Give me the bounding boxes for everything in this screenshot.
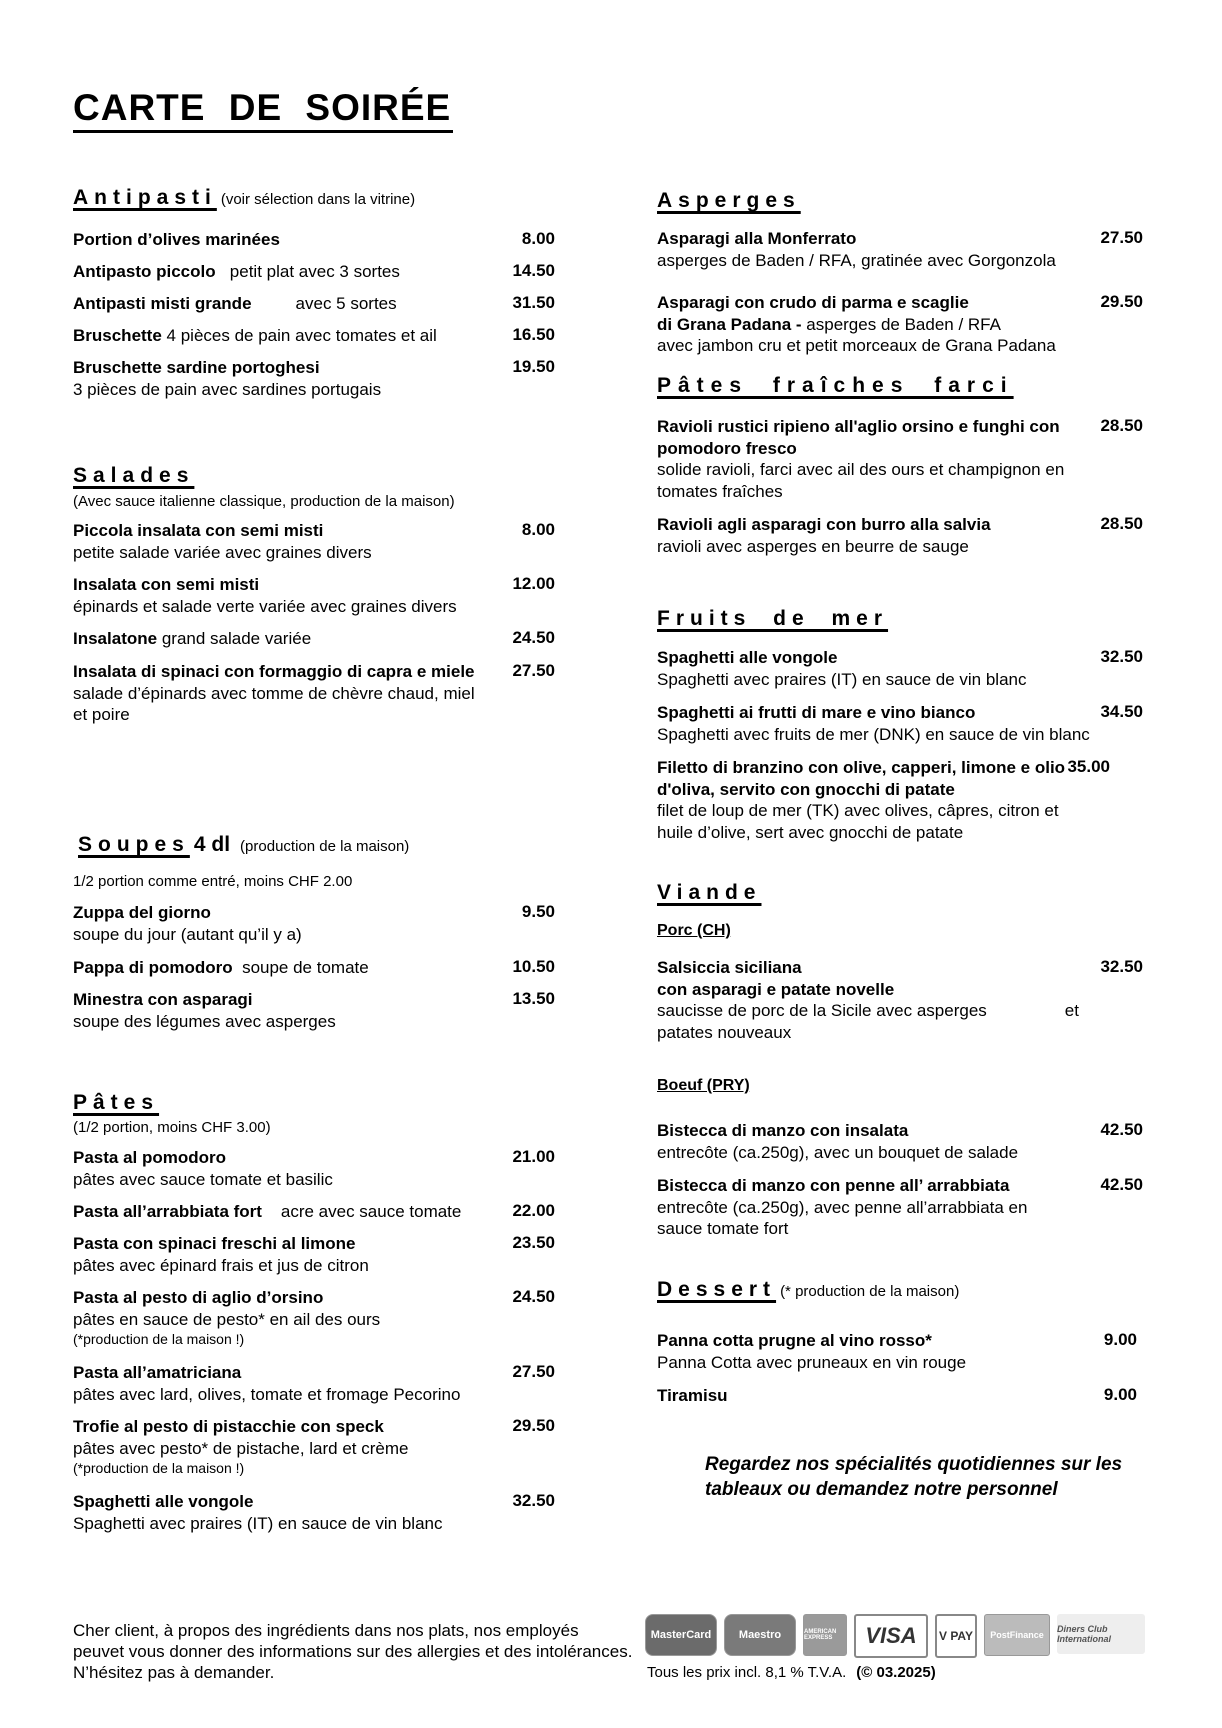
section-heading: Asperges — [657, 189, 801, 212]
item-price: 35.00 — [1067, 757, 1110, 776]
menu-item: Asparagi alla Monferrato asperges de Baden / RFA, gratinée avec Gorgonzola — [657, 229, 1056, 270]
menu-item: Bruschette sardine portoghesi 3 pièces de pain avec sardines portugais — [73, 358, 382, 399]
menu-item: Ravioli rustici ripieno all'aglio orsino e funghi con pomodoro fresco solide ravioli, farci avec ail des ours et champignon en tomates fraîches — [657, 417, 1065, 501]
amex-logo: AMERICAN EXPRESS — [803, 1614, 847, 1656]
item-price: 27.50 — [512, 661, 555, 680]
page-title: CARTE DE SOIRÉE — [73, 86, 453, 133]
menu-item: Bruschette 4 pièces de pain avec tomates et ail — [73, 326, 437, 345]
item-price: 9.00 — [1103, 1385, 1137, 1404]
item-price: 28.50 — [1100, 416, 1143, 435]
item-price: 32.50 — [1100, 957, 1143, 976]
payment-cards — [645, 1614, 1145, 1658]
menu-item: Minestra con asparagi soupe des légumes avec asperges — [73, 990, 336, 1031]
section-viande — [657, 881, 761, 905]
item-price: 31.50 — [512, 293, 555, 312]
section-heading: Salades — [73, 464, 195, 487]
item-price: 9.00 — [1103, 1330, 1137, 1349]
item-price: 21.00 — [512, 1147, 555, 1166]
maestro-logo: Maestro — [724, 1614, 796, 1656]
subsection-porc: Porc (CH) — [657, 922, 731, 939]
menu-item: Spaghetti alle vongole Spaghetti avec praires (IT) en sauce de vin blanc — [657, 648, 1027, 689]
item-price: 34.50 — [1100, 702, 1143, 721]
menu-item: Insalata con semi misti épinards et salade verte variée avec graines divers — [73, 575, 457, 616]
allergy-notice: Cher client, à propos des ingrédients dans nos plats, nos employés peuvet vous donner des informations sur des allergies et des intolérances. N’hésitez pas à demander. — [73, 1621, 633, 1682]
menu-item: Bistecca di manzo con penne all’ arrabbiata entrecôte (ca.250g), avec penne all’arrabbiata en sauce tomate fort — [657, 1176, 1028, 1238]
menu-item: Antipasto piccolo petit plat avec 3 sortes — [73, 262, 400, 281]
menu-item: Pappa di pomodoro soupe de tomate — [73, 958, 369, 977]
menu-item: Pasta all’amatriciana pâtes avec lard, olives, tomate et fromage Pecorino — [73, 1363, 461, 1404]
mastercard-logo: MasterCard — [645, 1614, 717, 1656]
menu-item: Pasta con spinaci freschi al limone pâtes avec épinard frais et jus de citron — [73, 1234, 369, 1275]
item-price: 29.50 — [1100, 292, 1143, 311]
menu-item: Pasta all’arrabbiata fort acre avec sauce tomate — [73, 1202, 462, 1221]
item-price: 8.00 — [521, 520, 555, 539]
item-price: 8.00 — [521, 229, 555, 248]
item-price: 14.50 — [512, 261, 555, 280]
menu-item: Filetto di branzino con olive, capperi, limone e olio d'oliva, servito con gnocchi di patate filet de loup de mer (TK) avec olives, câpres, citron et huile d’olive, sert avec gnocchi de patate — [657, 758, 1066, 842]
postfinance-logo: PostFinance — [984, 1614, 1050, 1656]
menu-item: Asparagi con crudo di parma e scaglie di Grana Padana - asperges de Baden / RFA avec jambon cru et petit morceaux de Grana Padana — [657, 293, 1056, 355]
section-dessert — [657, 1278, 959, 1302]
menu-item: Pasta al pesto di aglio d’orsino pâtes en sauce de pesto* en ail des ours (*production de la maison !) — [73, 1288, 381, 1347]
menu-item: Spaghetti ai frutti di mare e vino bianco Spaghetti avec fruits de mer (DNK) en sauce de vin blanc — [657, 703, 1090, 744]
menu-item: Spaghetti alle vongole Spaghetti avec praires (IT) en sauce de vin blanc — [73, 1492, 443, 1533]
item-price: 28.50 — [1100, 514, 1143, 533]
section-heading: Dessert — [657, 1278, 777, 1301]
section-asperges — [657, 189, 801, 213]
item-price: 42.50 — [1100, 1120, 1143, 1139]
item-price: 32.50 — [512, 1491, 555, 1510]
section-heading: Pâtes — [73, 1091, 160, 1114]
item-price: 23.50 — [512, 1233, 555, 1252]
section-heading: Soupes — [78, 833, 190, 856]
item-price: 32.50 — [1100, 647, 1143, 666]
menu-item: Portion d’olives marinées — [73, 230, 280, 249]
vpay-logo: V PAY — [935, 1614, 977, 1658]
menu-item: Insalata di spinaci con formaggio di capra e miele salade d’épinards avec tomme de chèvre chaud, miel et poire — [73, 662, 475, 724]
menu-item: Insalatone grand salade variée — [73, 629, 312, 648]
menu-item: Ravioli agli asparagi con burro alla salvia ravioli avec asperges en beurre de sauge — [657, 515, 991, 556]
item-price: 29.50 — [512, 1416, 555, 1435]
section-pates — [73, 1091, 159, 1115]
item-price: 27.50 — [512, 1362, 555, 1381]
item-price: 24.50 — [512, 628, 555, 647]
item-price: 27.50 — [1100, 228, 1143, 247]
soup-size: 4 dl — [193, 833, 231, 856]
item-price: 12.00 — [512, 574, 555, 593]
menu-item: Pasta al pomodoro pâtes avec sauce tomate et basilic — [73, 1148, 333, 1189]
menu-item: Zuppa del giorno soupe du jour (autant qu’il y a) — [73, 903, 302, 944]
copyright: (© 03.2025) — [856, 1664, 936, 1681]
portion-note: 1/2 portion comme entré, moins CHF 2.00 — [73, 873, 353, 890]
section-note: (* production de la maison) — [780, 1283, 960, 1300]
section-soupes — [78, 833, 409, 857]
section-fruits-de-mer — [657, 607, 888, 631]
section-note: (voir sélection dans la vitrine) — [220, 191, 416, 208]
section-note: (Avec sauce italienne classique, production de la maison) — [73, 493, 455, 510]
diners-club-logo: Diners Club International — [1057, 1614, 1145, 1654]
item-price: 9.50 — [521, 902, 555, 921]
vat-note: Tous les prix incl. 8,1 % T.V.A. (© 03.2025) — [647, 1664, 936, 1681]
item-price: 42.50 — [1100, 1175, 1143, 1194]
section-heading: Antipasti — [73, 186, 217, 209]
item-price: 10.50 — [512, 957, 555, 976]
section-antipasti — [73, 186, 415, 210]
menu-item: Piccola insalata con semi misti petite salade variée avec graines divers — [73, 521, 372, 562]
section-heading: Viande — [657, 881, 762, 904]
section-salades — [73, 464, 194, 488]
section-note: (1/2 portion, moins CHF 3.00) — [73, 1119, 271, 1136]
specials-callout: Regardez nos spécialités quotidiennes sur les tableaux ou demandez notre personnel — [705, 1454, 1123, 1500]
menu-item: Salsiccia siciliana con asparagi e patate novelle saucisse de porc de la Sicile avec asperges et patates nouveaux — [657, 958, 1079, 1042]
section-pates-farci — [657, 374, 1014, 398]
item-price: 24.50 — [512, 1287, 555, 1306]
item-price: 16.50 — [512, 325, 555, 344]
menu-item: Panna cotta prugne al vino rosso* Panna Cotta avec pruneaux en vin rouge — [657, 1331, 967, 1372]
visa-logo: VISA — [854, 1614, 928, 1658]
section-note: (production de la maison) — [240, 838, 410, 855]
subsection-boeuf: Boeuf (PRY) — [657, 1077, 750, 1094]
menu-item: Bistecca di manzo con insalata entrecôte (ca.250g), avec un bouquet de salade — [657, 1121, 1019, 1162]
menu-item: Trofie al pesto di pistacchie con speck pâtes avec pesto* de pistache, lard et crème (*production de la maison !) — [73, 1417, 409, 1476]
item-price: 13.50 — [512, 989, 555, 1008]
section-heading: Fruits de mer — [657, 607, 889, 630]
item-price: 19.50 — [512, 357, 555, 376]
menu-item: Antipasti misti grande avec 5 sortes — [73, 294, 397, 313]
item-price: 22.00 — [512, 1201, 555, 1220]
section-heading: Pâtes fraîches farci — [657, 374, 1014, 397]
menu-item: Tiramisu — [657, 1386, 728, 1405]
